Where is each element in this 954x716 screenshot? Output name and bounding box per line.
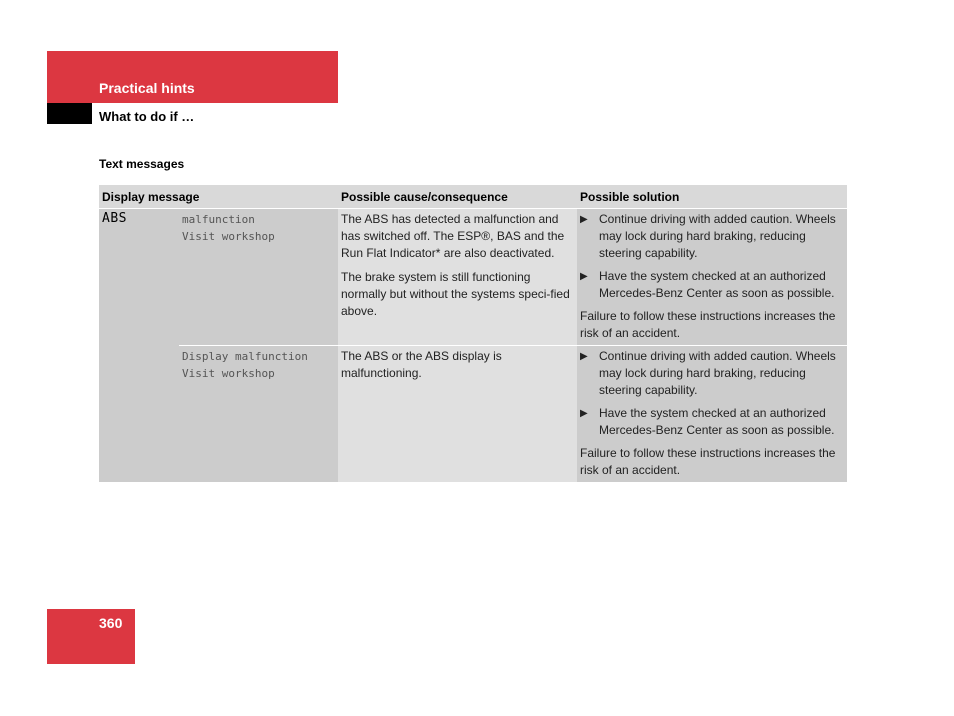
solution-cell xyxy=(577,209,847,345)
section-marker xyxy=(47,103,92,124)
arrow-right-icon: ▶ xyxy=(580,351,588,362)
table-row xyxy=(179,209,847,345)
solution-item xyxy=(580,348,844,399)
solution-text: Have the system checked at an authorized Mercedes-Benz Center as soon as possible. xyxy=(599,406,835,437)
page-number: 360 xyxy=(99,615,123,631)
solution-item xyxy=(580,211,844,262)
text-messages-table xyxy=(99,185,847,482)
warning-note: Failure to follow these instructions increases the risk of an accident. xyxy=(580,446,836,477)
solution-text: Have the system checked at an authorized Mercedes-Benz Center as soon as possible. xyxy=(599,269,835,300)
display-label-abs: ABS xyxy=(99,209,179,482)
solution-item xyxy=(580,405,844,439)
solution-item xyxy=(580,268,844,302)
arrow-right-icon: ▶ xyxy=(580,214,588,225)
page-heading: Text messages xyxy=(99,157,185,171)
subsection-title: What to do if … xyxy=(99,109,195,124)
solution-cell xyxy=(577,346,847,482)
table-body xyxy=(99,208,847,482)
section-title: Practical hints xyxy=(99,80,195,96)
solution-text: Continue driving with added caution. Wheels may lock during hard braking, reducing steering capability. xyxy=(599,212,836,260)
display-message: Display malfunction Visit workshop xyxy=(179,346,338,482)
cause-text: The ABS has detected a malfunction and has switched off. The ESP®, BAS and the Run Flat Indicator* are also deactivated. xyxy=(341,212,565,260)
arrow-right-icon: ▶ xyxy=(580,408,588,419)
table-row xyxy=(179,345,847,482)
column-header-display-message: Display message xyxy=(102,190,200,204)
display-message: malfunction Visit workshop xyxy=(179,209,338,345)
column-header-cause: Possible cause/consequence xyxy=(341,190,508,204)
column-header-solution: Possible solution xyxy=(580,190,680,204)
cause-cell xyxy=(338,209,577,345)
warning-note: Failure to follow these instructions increases the risk of an accident. xyxy=(580,309,836,340)
table-rows xyxy=(179,209,847,482)
table-header xyxy=(99,185,847,208)
solution-text: Continue driving with added caution. Wheels may lock during hard braking, reducing steering capability. xyxy=(599,349,836,397)
cause-text: The brake system is still functioning normally but without the systems speci-fied above. xyxy=(341,270,570,318)
arrow-right-icon: ▶ xyxy=(580,271,588,282)
cause-cell xyxy=(338,346,577,482)
cause-text: The ABS or the ABS display is malfunctioning. xyxy=(341,349,502,380)
